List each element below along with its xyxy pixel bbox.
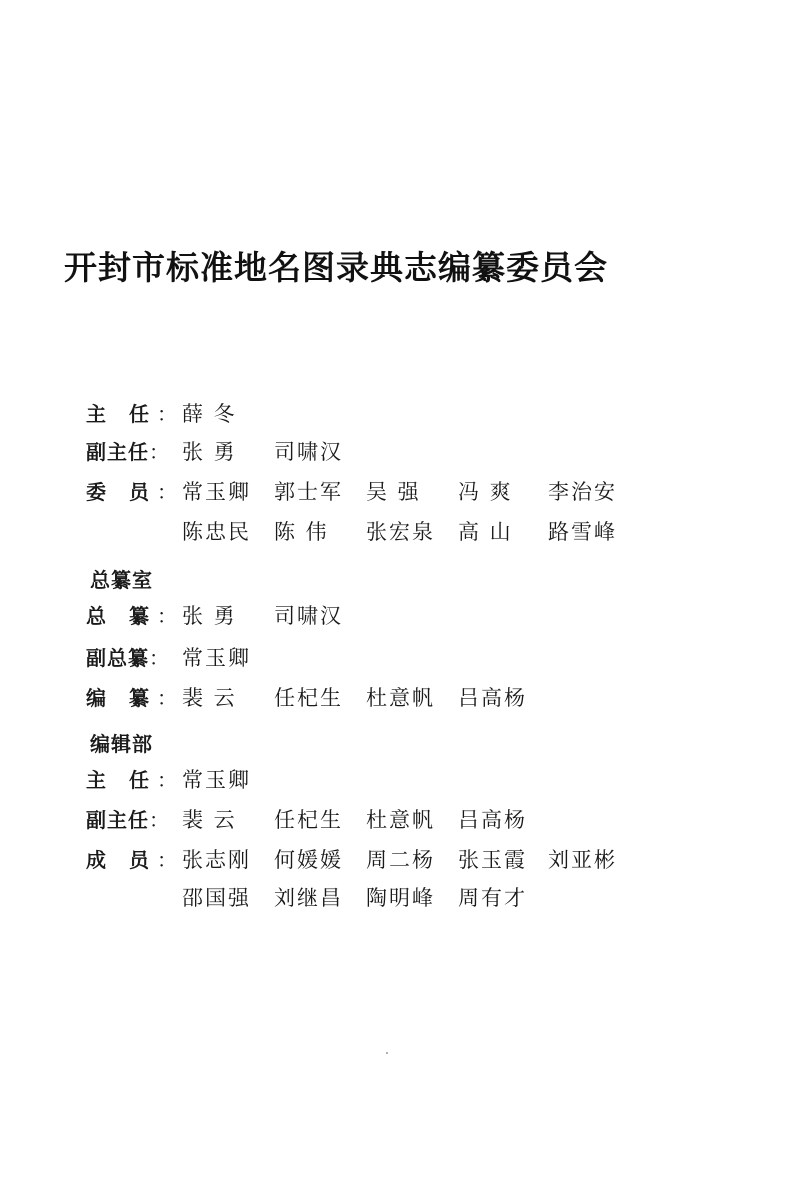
person-name: 薛 冬 bbox=[182, 402, 237, 426]
person-name: 杜意帆 bbox=[366, 808, 435, 832]
person-name: 张 勇 bbox=[182, 440, 237, 464]
person-name: 冯 爽 bbox=[458, 480, 513, 504]
print-speck bbox=[386, 1052, 388, 1054]
person-name: 张宏泉 bbox=[366, 520, 435, 544]
section-heading-compilation-office: 总纂室 bbox=[90, 568, 153, 592]
person-name: 周二杨 bbox=[366, 848, 435, 872]
section-heading-editorial-department: 编辑部 bbox=[90, 732, 153, 756]
editors-label: 编 纂： bbox=[86, 686, 178, 710]
person-name: 陈忠民 bbox=[182, 520, 251, 544]
chief-editor-label: 总 纂： bbox=[86, 604, 178, 628]
director-label: 主 任： bbox=[86, 768, 178, 792]
deputy-chief-editor-label: 副总纂： bbox=[86, 646, 170, 670]
person-name: 陈 伟 bbox=[274, 520, 329, 544]
members-label: 委 员： bbox=[86, 480, 178, 504]
department-members-label: 成 员： bbox=[86, 848, 178, 872]
person-name: 周有才 bbox=[458, 886, 527, 910]
deputy-director-label: 副主任： bbox=[86, 808, 170, 832]
person-name: 常玉卿 bbox=[182, 480, 251, 504]
person-name: 吕高杨 bbox=[458, 686, 527, 710]
person-name: 李治安 bbox=[548, 480, 617, 504]
vice-chair-label: 副主任： bbox=[86, 440, 170, 464]
person-name: 吕高杨 bbox=[458, 808, 527, 832]
person-name: 郭士军 bbox=[274, 480, 343, 504]
person-name: 张玉霞 bbox=[458, 848, 527, 872]
person-name: 张志刚 bbox=[182, 848, 251, 872]
person-name: 何媛媛 bbox=[274, 848, 343, 872]
person-name: 吴 强 bbox=[366, 480, 421, 504]
person-name: 邵国强 bbox=[182, 886, 251, 910]
person-name: 常玉卿 bbox=[182, 768, 251, 792]
person-name: 张 勇 bbox=[182, 604, 237, 628]
page-title: 开封市标准地名图录典志编纂委员会 bbox=[64, 248, 608, 287]
person-name: 司啸汉 bbox=[274, 604, 343, 628]
person-name: 裴 云 bbox=[182, 808, 237, 832]
chair-label: 主 任： bbox=[86, 402, 178, 426]
person-name: 刘亚彬 bbox=[548, 848, 617, 872]
person-name: 刘继昌 bbox=[274, 886, 343, 910]
person-name: 路雪峰 bbox=[548, 520, 617, 544]
person-name: 裴 云 bbox=[182, 686, 237, 710]
person-name: 杜意帆 bbox=[366, 686, 435, 710]
person-name: 任杞生 bbox=[274, 686, 343, 710]
person-name: 任杞生 bbox=[274, 808, 343, 832]
person-name: 常玉卿 bbox=[182, 646, 251, 670]
person-name: 高 山 bbox=[458, 520, 513, 544]
person-name: 陶明峰 bbox=[366, 886, 435, 910]
person-name: 司啸汉 bbox=[274, 440, 343, 464]
